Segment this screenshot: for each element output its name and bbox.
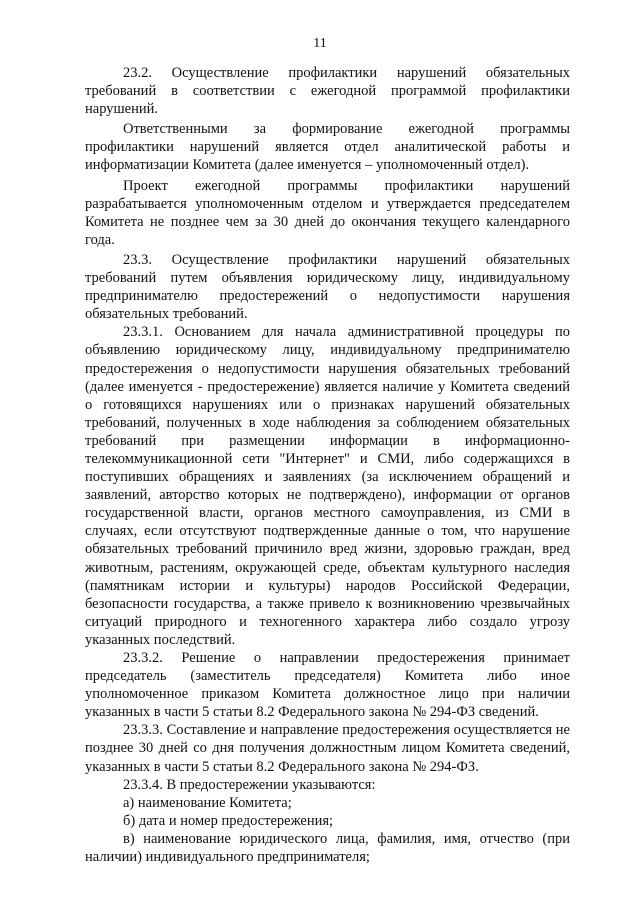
list-item-v: в) наименование юридического лица, фамилия, имя, отчество (при наличии) индивидуального предпринимателя; xyxy=(85,830,570,866)
paragraph-23-3-2: 23.3.2. Решение о направлении предостережения принимает председатель (заместитель председателя) Комитета либо иное уполномоченное приказом Комитета должностное лицо при наличии указанных в части 5 статьи 8.2 Федерального закона № 294-ФЗ сведений. xyxy=(85,650,570,721)
paragraph-responsible-department: Ответственными за формирование ежегодной программы профилактики нарушений является отдел аналитической работы и информатизации Комитета (далее именуется – уполномоченный отдел). xyxy=(85,121,570,174)
page-number: 11 xyxy=(313,36,327,51)
paragraph-23-2: 23.2. Осуществление профилактики нарушений обязательных требований в соответствии с ежегодной программой профилактики нарушений. xyxy=(85,65,570,118)
paragraph-23-3: 23.3. Осуществление профилактики нарушений обязательных требований путем объявления юридическому лицу, индивидуальному предпринимателю предостережений о недопустимости нарушения обязательных требований. xyxy=(85,251,570,323)
document-body xyxy=(85,64,570,866)
list-item-a: а) наименование Комитета; xyxy=(123,794,292,811)
list-item-b: б) дата и номер предостережения; xyxy=(123,812,334,829)
paragraph-23-3-3: 23.3.3. Составление и направление предостережения осуществляется не позднее 30 дней со дня получения должностным лицом Комитета сведений, указанных в части 5 статьи 8.2 Федерального закона № 294-ФЗ. xyxy=(85,722,570,775)
paragraph-23-3-4: 23.3.4. В предостережении указываются: xyxy=(123,776,376,793)
paragraph-23-3-1: 23.3.1. Основанием для начала административной процедуры по объявлению юридическому лицу, индивидуальному предпринимателю предостережения о недопустимости нарушения обязательных требований (далее именуется - предостережение) является наличие у Комитета сведений о готовящихся нарушениях или о признаках нарушений обязательных требований, полученных в ходе наблюдения за соблюдением обязательных требований при размещении информации в информационно-телекоммуникационной сети "Интернет" и СМИ, либо содержащихся в поступивших обращениях и заявлениях (за исключением обращений и заявлений, авторство которых не подтверждено), информации от органов государственной власти, органов местного самоуправления, из СМИ в случаях, если отсутствуют подтвержденные данные о том, что нарушение обязательных требований причинило вред жизни, здоровью граждан, вред животным, растениям, окружающей среде, объектам культурного наследия (памятникам истории и культуры) народов Российской Федерации, безопасности государства, а также привело к возникновению чрезвычайных ситуаций природного и техногенного характера либо создало угрозу указанных последствий. xyxy=(85,324,570,648)
paragraph-program-draft: Проект ежегодной программы профилактики нарушений разрабатывается уполномоченным отделом и утверждается председателем Комитета не позднее чем за 30 дней до окончания текущего календарного года. xyxy=(85,177,570,248)
